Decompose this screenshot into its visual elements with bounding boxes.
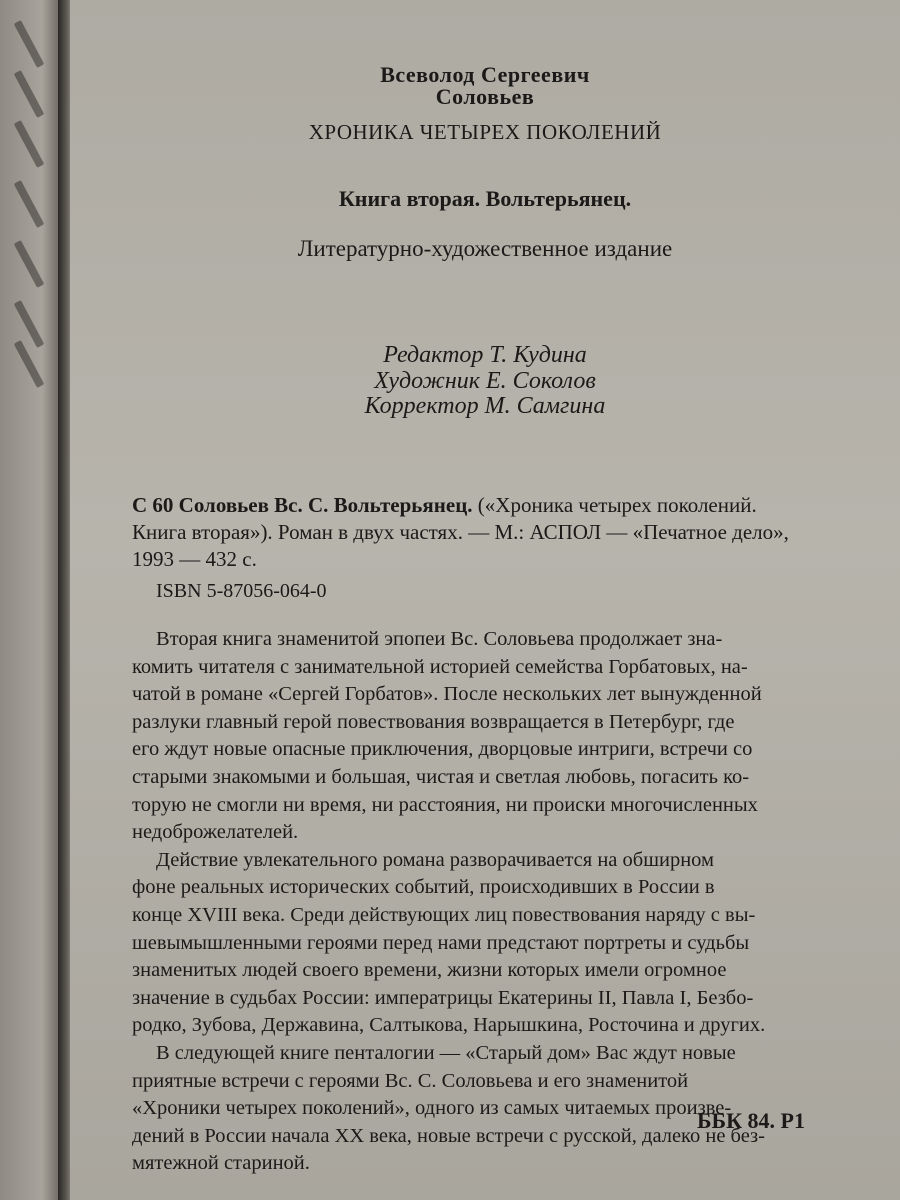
annotation-line: Вторая книга знаменитой эпопеи Вс. Соловьева продолжает зна- [156, 628, 723, 650]
annotation-line: недоброжелателей. [132, 821, 299, 844]
bbk-classification: ББК 84. Р1 [697, 1108, 805, 1133]
book-page [70, 0, 900, 1200]
annotation-line: «Хроники четырех поколений», одного из самых читаемых произве- [132, 1097, 732, 1120]
annotation-line: шевымышленными героями перед нами предстают портреты и судьбы [132, 931, 750, 954]
facing-page-edge [0, 0, 60, 1200]
annotation-line: торую не смогли ни время, ни расстояния, ни происки многочисленных [132, 793, 758, 816]
annotation-line: старыми знакомыми и большая, чистая и светлая любовь, погасить ко- [132, 765, 750, 788]
series-title: ХРОНИКА ЧЕТЫРЕХ ПОКОЛЕНИЙ [308, 120, 662, 144]
edition-type: Литературно-художественное издание [297, 236, 673, 261]
annotation-line: его ждут новые опасные приключения, дворцовые интриги, встречи со [132, 738, 753, 761]
bibliographic-line-2: Книга вторая»). Роман в двух частях. — М.: АСПОЛ — «Печатное дело», [132, 520, 789, 544]
credit-editor: Редактор Т. Кудина [383, 342, 587, 368]
annotation-line: разлуки главный герой повествования возвращается в Петербург, где [132, 710, 735, 733]
annotation-line: приятные встречи с героями Вс. С. Соловьева и его знаменитой [132, 1069, 689, 1092]
annotation-line: фоне реальных исторических событий, происходивших в России в [132, 876, 715, 899]
annotation [132, 626, 832, 1178]
author-last-name: Соловьев [435, 84, 535, 109]
credit-artist: Художник Е. Соколов [374, 368, 596, 394]
annotation-line: родко, Зубова, Державина, Салтыкова, Нарышкина, Росточина и других. [132, 1014, 766, 1037]
annotation-line: значение в судьбах России: императрицы Екатерины II, Павла I, Безбо- [132, 986, 754, 1009]
annotation-line: В следующей книге пенталогии — «Старый дом» Вас ждут новые [156, 1041, 736, 1064]
annotation-line: знаменитых людей своего времени, жизни которых имели огромное [132, 959, 727, 982]
author-first-name: Всеволод Сергеевич [380, 62, 590, 87]
annotation-line: мятежной стариной. [132, 1152, 310, 1175]
annotation-line: Действие увлекательного романа разворачивается на обширном [156, 848, 715, 871]
book-title: Книга вторая. Вольтерьянец. [338, 186, 632, 211]
credit-proofreader: Корректор М. Самгина [364, 393, 606, 419]
annotation-line: дений в России начала XX века, новые встречи с русской, далеко не без- [132, 1124, 765, 1147]
bibliographic-series: («Хроника четырех поколений. [477, 493, 757, 517]
annotation-line: чатой в романе «Сергей Горбатов». После нескольких лет вынужденной [132, 683, 762, 706]
bibliographic-record [132, 492, 832, 573]
bibliographic-line-3: 1993 — 432 с. [132, 547, 257, 571]
isbn: ISBN 5-87056-064-0 [156, 580, 327, 602]
bibliographic-line-1 [132, 492, 832, 519]
annotation-line: конце XVIII века. Среди действующих лиц повествования наряду с вы- [132, 903, 756, 926]
bibliographic-author-title: Соловьев Вс. С. Вольтерьянец. [178, 493, 473, 517]
annotation-line: комить читателя с занимательной историей семейства Горбатовых, на- [132, 655, 748, 678]
catalog-code: С 60 [132, 493, 174, 517]
